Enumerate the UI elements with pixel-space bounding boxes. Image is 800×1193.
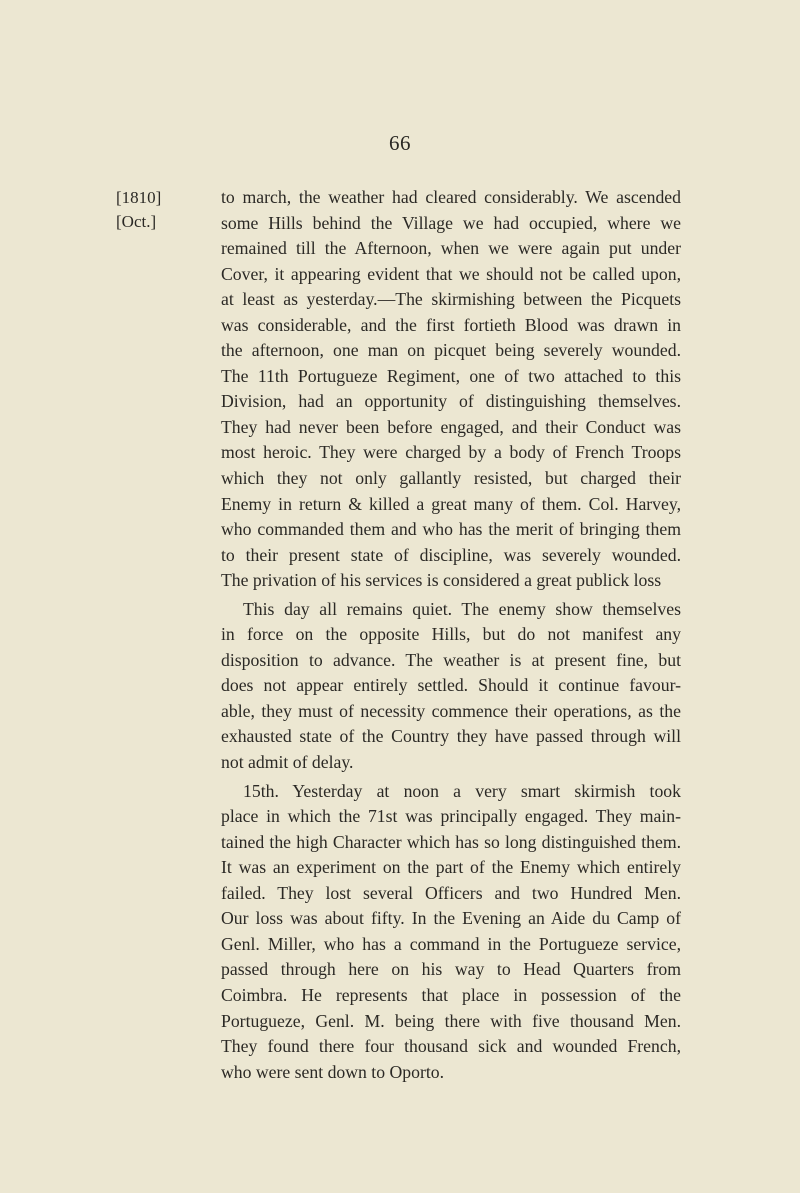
paragraph	[221, 779, 681, 1086]
text-line: The 11th Portugueze Regiment, one of two attached to this	[221, 365, 681, 386]
margin-notes	[116, 186, 161, 234]
text-line: They had never been before engaged, and their Conduct was	[221, 416, 681, 437]
text-line: Our loss was about fifty. In the Evening an Aide du Camp of	[221, 908, 681, 929]
text-line: who were sent down to Oporto.	[221, 1061, 445, 1082]
text-line: not admit of delay.	[221, 752, 354, 773]
text-line: The privation of his services is considered a great publick loss	[221, 570, 662, 591]
text-line: to march, the weather had cleared considerably. We ascended	[221, 187, 681, 207]
text-line: which they not only gallantly resisted, but charged their	[221, 468, 681, 489]
text-line: failed. They lost several Officers and two Hundred Men.	[221, 882, 681, 903]
text-line: tained the high Character which has so long distinguished them.	[221, 831, 681, 852]
text-line: Coimbra. He represents that place in possession of the	[221, 984, 681, 1005]
text-line: disposition to advance. The weather is at present fine, but	[221, 649, 681, 670]
paragraph	[221, 185, 681, 594]
text-line: in force on the opposite Hills, but do not manifest any	[221, 624, 681, 645]
text-line: Division, had an opportunity of distinguishing themselves.	[221, 391, 681, 412]
text-line: Enemy in return & killed a great many of them. Col. Harvey,	[221, 493, 681, 514]
body-text	[221, 185, 681, 1085]
text-line: able, they must of necessity commence their operations, as the	[221, 700, 681, 721]
text-line: Genl. Miller, who has a command in the Portugueze service,	[221, 933, 681, 954]
text-line: most heroic. They were charged by a body of French Troops	[221, 442, 681, 463]
text-line: 15th. Yesterday at noon a very smart skirmish took	[243, 780, 681, 801]
text-line: the afternoon, one man on picquet being severely wounded.	[221, 340, 681, 361]
text-line: place in which the 71st was principally engaged. They main-	[221, 806, 681, 827]
text-line: This day all remains quiet. The enemy show themselves	[243, 598, 681, 619]
text-line: some Hills behind the Village we had occupied, where we	[221, 212, 681, 233]
text-line: They found there four thousand sick and wounded French,	[221, 1036, 681, 1057]
text-line: passed through here on his way to Head Quarters from	[221, 959, 681, 980]
text-line: Cover, it appearing evident that we should not be called upon,	[221, 263, 681, 284]
text-line: to their present state of discipline, was severely wounded.	[221, 544, 681, 565]
paragraph	[221, 597, 681, 776]
text-line: was considerable, and the first fortieth Blood was drawn in	[221, 314, 681, 335]
text-line: who commanded them and who has the merit of bringing them	[221, 519, 681, 540]
margin-month: [Oct.]	[116, 212, 157, 231]
text-line: remained till the Afternoon, when we were again put under	[221, 238, 681, 259]
margin-year: [1810]	[116, 188, 162, 207]
text-line: exhausted state of the Country they have passed through will	[221, 726, 681, 747]
text-line: It was an experiment on the part of the Enemy which entirely	[221, 857, 681, 878]
page-number: 66	[389, 131, 411, 155]
text-line: does not appear entirely settled. Should it continue favour-	[221, 675, 681, 696]
text-line: Portugueze, Genl. M. being there with five thousand Men.	[221, 1010, 681, 1031]
text-line: at least as yesterday.—The skirmishing between the Picquets	[221, 289, 681, 310]
